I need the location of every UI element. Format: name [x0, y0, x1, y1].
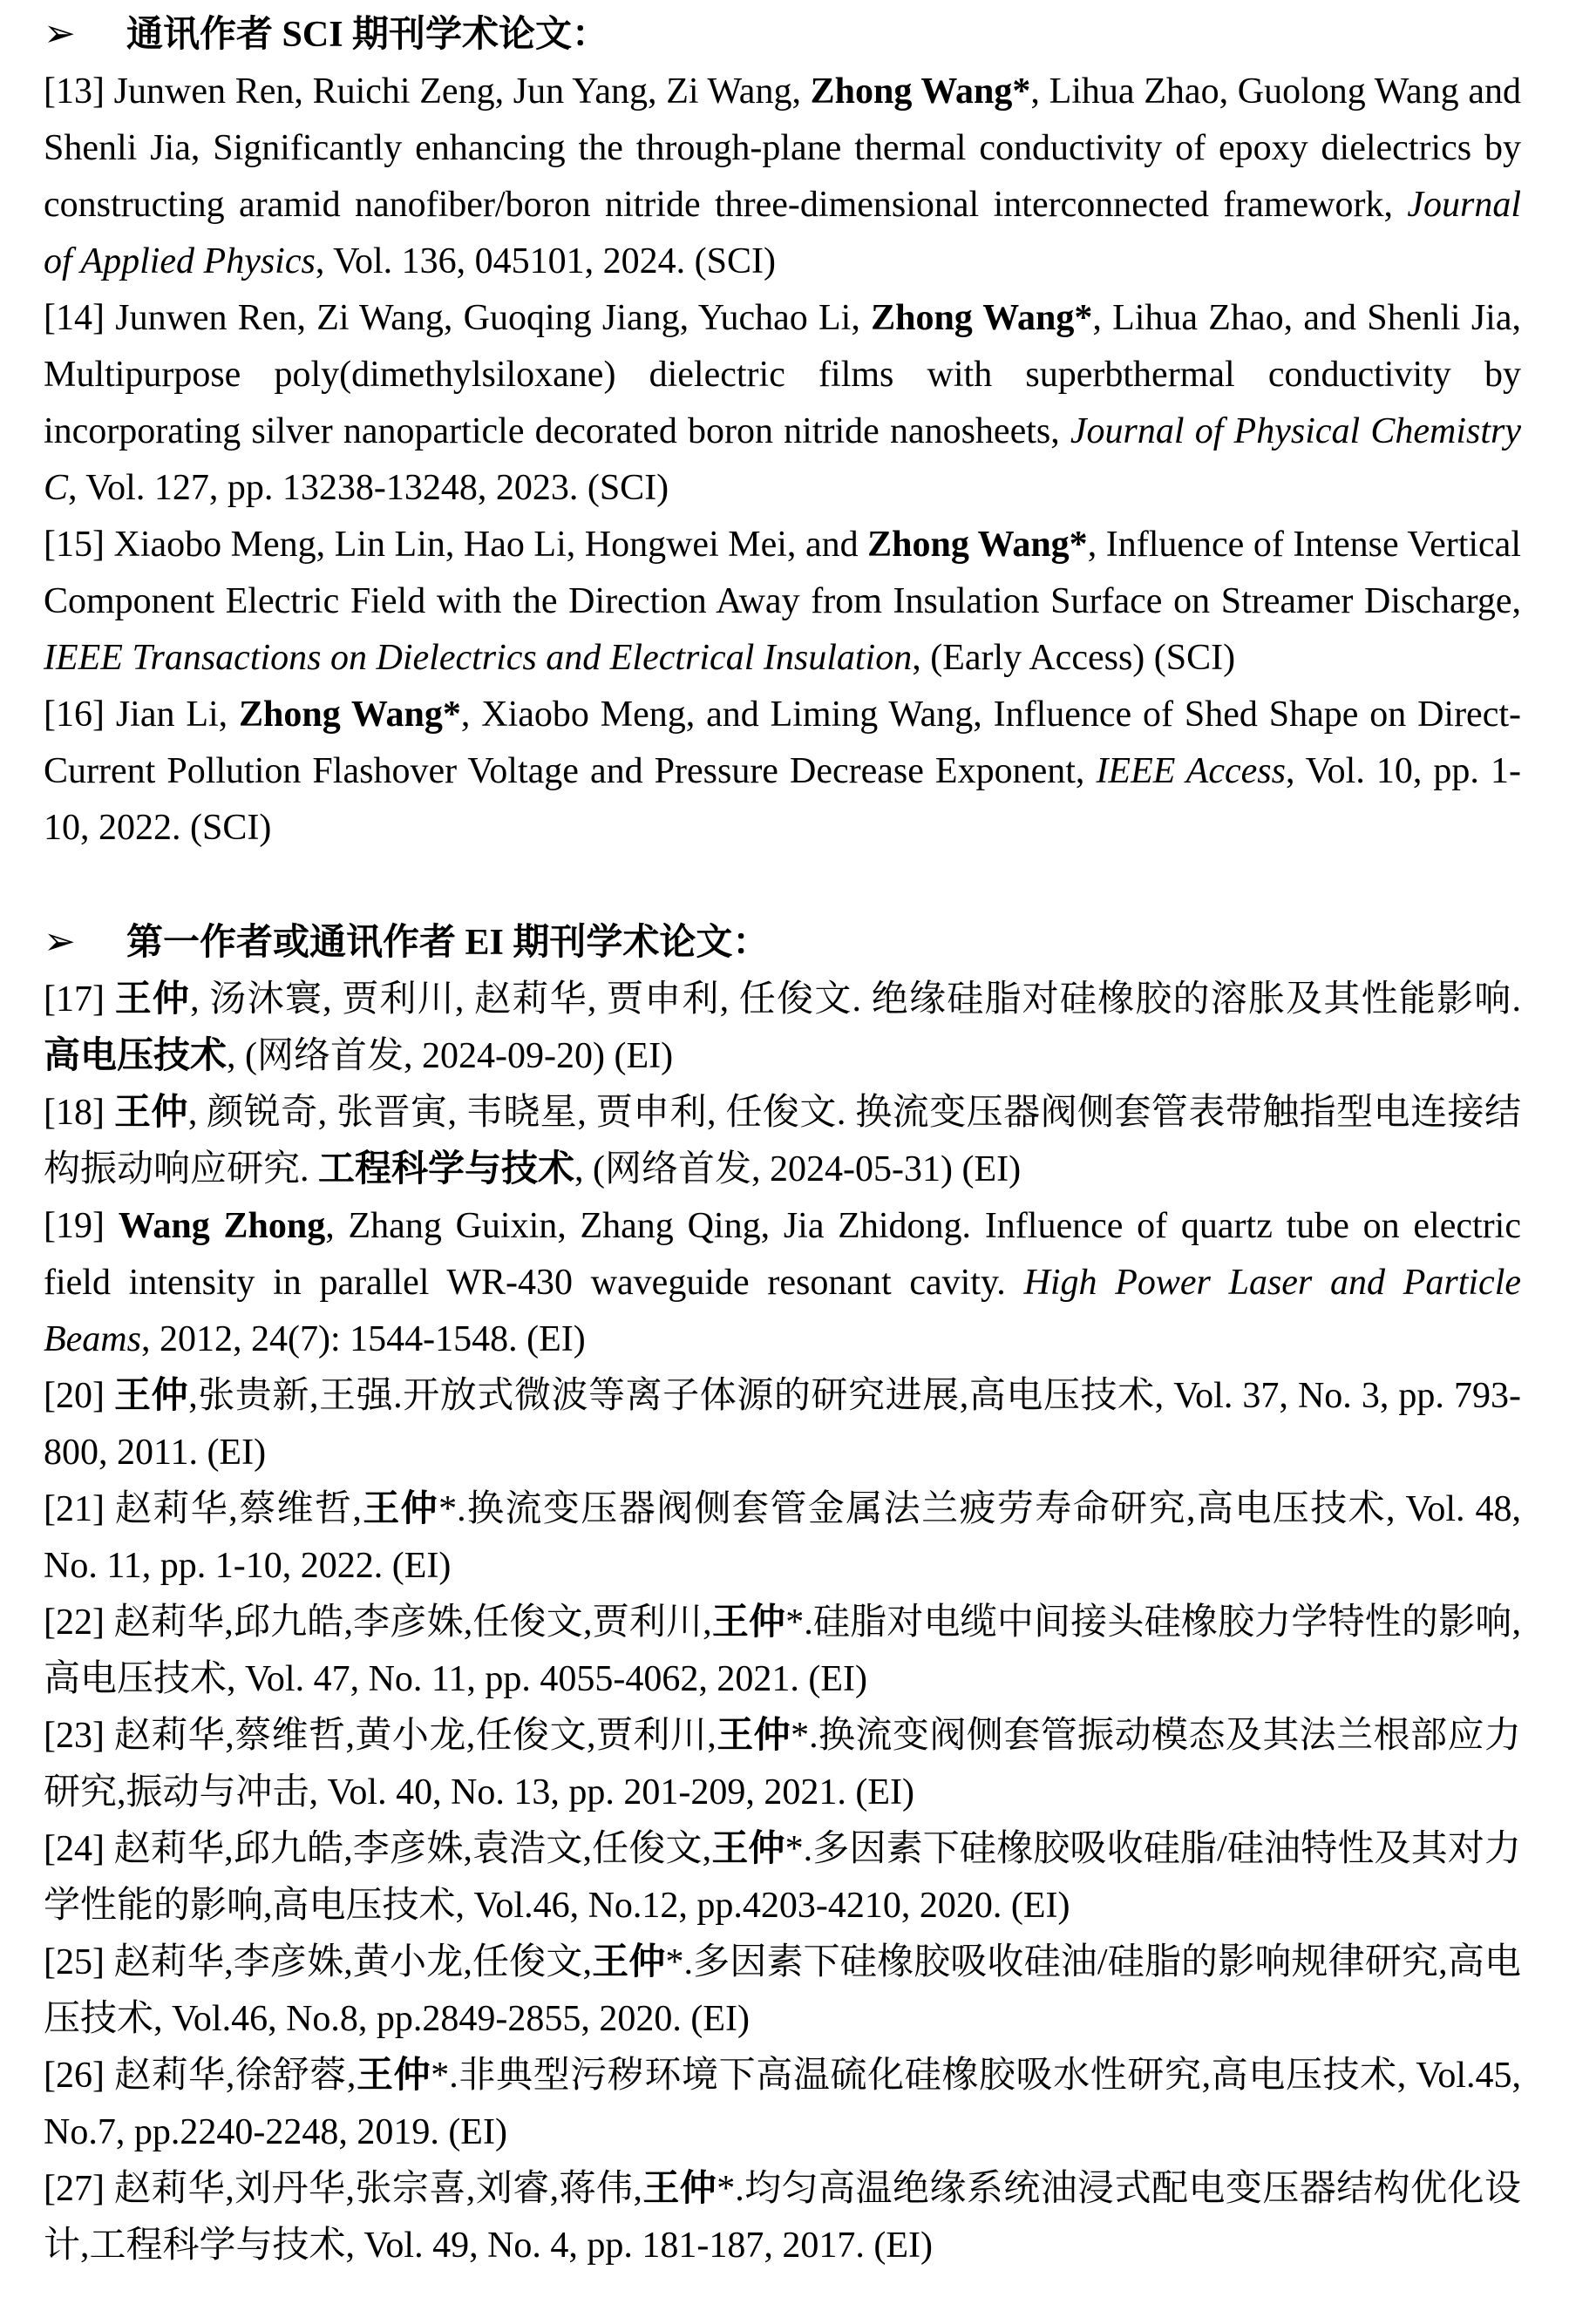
citation-text: , Vol. 136, 045101, 2024. (SCI) [315, 241, 777, 281]
author-highlight: 王仲 [361, 1489, 439, 1529]
citation-text: [26] 赵莉华,徐舒蓉, [44, 2056, 357, 2096]
author-highlight: Zhong Wang* [867, 525, 1088, 565]
author-highlight: 王仲 [113, 1093, 188, 1133]
arrow-bullet-icon: ➢ [44, 920, 76, 963]
author-highlight: 王仲 [711, 1602, 786, 1643]
citation-text: *.硅脂对电缆中间接头硅橡胶力学特性的影响,高电压技术, Vol. 47, No. 11, pp. 4055-4062, 2021. (EI) [44, 1602, 1521, 1699]
citation-text: , Vol. 127, pp. 13238-13248, 2023. (SCI) [68, 468, 669, 508]
citation-text: , Zhang Guixin, Zhang Qing, Jia Zhidong. Influence of quartz tube on electric field intensity in parallel WR-430 waveguide resonant cavity. [44, 1206, 1521, 1303]
section-heading-text: 通讯作者 SCI 期刊学术论文： [126, 15, 609, 55]
author-highlight: 王仲 [711, 1829, 785, 1869]
publication-item [44, 1368, 1521, 1481]
citation-text: [15] Xiaobo Meng, Lin Lin, Hao Li, Hongwei Mei, and [44, 525, 868, 565]
arrow-bullet-icon: ➢ [44, 12, 76, 55]
citation-text: [25] 赵莉华,李彦姝,黄小龙,任俊文, [44, 1942, 593, 1982]
citation-text: , (Early Access) (SCI) [912, 638, 1236, 678]
citation-text: [23] 赵莉华,蔡维哲,黄小龙,任俊文,贾利川, [44, 1716, 717, 1756]
publication-item [44, 1821, 1521, 1934]
section-heading-text: 第一作者或通讯作者 EI 期刊学术论文： [126, 923, 770, 963]
citation-text: , 颜锐奇, 张晋寅, 韦晓星, 贾申利, 任俊文. 换流变压器阀侧套管表带触指型电连接结构振动响应研究. [44, 1093, 1521, 1189]
publication-item [44, 1934, 1521, 2048]
citation-text: , (网络首发, 2024-09-20) (EI) [227, 1036, 674, 1076]
citation-text: [16] Jian Li, [44, 694, 240, 735]
citation-text: , Lihua Zhao, and Shenli Jia, Multipurpose poly(dimethylsiloxane) dielectric films with superbthermal conductivity by incorporating silver nanoparticle decorated boron nitride nanosheets, [44, 298, 1521, 451]
author-highlight: 王仲 [592, 1942, 666, 1982]
citation-text: [13] Junwen Ren, Ruichi Zeng, Jun Yang, Zi Wang, [44, 71, 811, 112]
citation-text: [19] [44, 1206, 119, 1246]
publication-item [44, 1481, 1521, 1595]
publication-section [44, 5, 1521, 857]
publication-item [44, 1198, 1521, 1368]
author-highlight: Wang Zhong [118, 1206, 326, 1246]
publication-item [44, 1085, 1521, 1198]
citation-text: [14] Junwen Ren, Zi Wang, Guoqing Jiang, Yuchao Li, [44, 298, 872, 338]
citation-text: *.多因素下硅橡胶吸收硅脂/硅油特性及其对力学性能的影响,高电压技术, Vol.46, No.12, pp.4203-4210, 2020. (EI) [44, 1829, 1521, 1926]
publication-list [44, 5, 1521, 2274]
section-heading [44, 913, 1521, 972]
author-highlight: 王仲 [642, 2169, 717, 2209]
citation-text: [17] [44, 979, 115, 1020]
citation-text: [18] [44, 1093, 114, 1133]
citation-text: , 汤沐寰, 贾利川, 赵莉华, 贾申利, 任俊文. 绝缘硅脂对硅橡胶的溶胀及其性能影响. [190, 979, 1521, 1020]
citation-text: [20] [44, 1376, 115, 1416]
citation-text: [22] 赵莉华,邱九皓,李彦姝,任俊文,贾利川, [44, 1602, 712, 1643]
citation-text: , Lihua Zhao, Guolong Wang and Shenli Jia, Significantly enhancing the through-plane thermal conductivity of epoxy dielectrics by constructing aramid nanofiber/boron nitride three-dimensional interconnected framework, [44, 71, 1521, 225]
section-heading [44, 5, 1521, 64]
journal-name: High Power Laser and Particle Beams [44, 1263, 1522, 1359]
author-highlight: 高电压技术 [44, 1036, 228, 1076]
citation-text: *.均匀高温绝缘系统油浸式配电变压器结构优化设计,工程科学与技术, Vol. 49, No. 4, pp. 181-187, 2017. (EI) [44, 2169, 1521, 2266]
publication-item [44, 2161, 1521, 2274]
citation-text: *.换流变阀侧套管振动模态及其法兰根部应力研究,振动与冲击, Vol. 40, No. 13, pp. 201-209, 2021. (EI) [44, 1716, 1521, 1812]
publication-item [44, 1708, 1521, 1821]
author-highlight: 王仲 [716, 1716, 791, 1756]
journal-name: IEEE Access [1096, 751, 1286, 791]
citation-text: *.换流变压器阀侧套管金属法兰疲劳寿命研究,高电压技术, Vol. 48, No. 11, pp. 1-10, 2022. (EI) [44, 1489, 1521, 1586]
publication-section [44, 913, 1521, 2274]
publication-item [44, 290, 1521, 517]
author-highlight: Zhong Wang* [871, 298, 1093, 338]
journal-name: Journal of Physical Chemistry C [44, 411, 1521, 508]
citation-text: [27] 赵莉华,刘丹华,张宗喜,刘睿,蒋伟, [44, 2169, 642, 2209]
publication-item [44, 517, 1521, 687]
citation-text: ,张贵新,王强.开放式微波等离子体源的研究进展,高电压技术, Vol. 37, No. 3, pp. 793-800, 2011. (EI) [44, 1376, 1521, 1473]
publication-item [44, 2048, 1521, 2161]
publication-item [44, 687, 1521, 857]
publication-item [44, 1595, 1521, 1708]
citation-text: *.多因素下硅橡胶吸收硅油/硅脂的影响规律研究,高电压技术, Vol.46, No.8, pp.2849-2855, 2020. (EI) [44, 1942, 1521, 2039]
author-highlight: Zhong Wang* [810, 71, 1031, 112]
author-highlight: 王仲 [356, 2056, 431, 2096]
author-highlight: Zhong Wang* [239, 694, 461, 735]
author-highlight: 王仲 [114, 979, 191, 1020]
citation-text: , Vol. 10, pp. 1-10, 2022. (SCI) [44, 751, 1521, 848]
citation-text: , Xiaobo Meng, and Liming Wang, Influence of Shed Shape on Direct-Current Pollution Flashover Voltage and Pressure Decrease Exponent, [44, 694, 1521, 791]
publication-item [44, 972, 1521, 1085]
journal-name: IEEE Transactions on Dielectrics and Electrical Insulation [44, 638, 913, 678]
author-highlight: 工程科学与技术 [318, 1149, 575, 1189]
citation-text: [24] 赵莉华,邱九皓,李彦姝,袁浩文,任俊文, [44, 1829, 712, 1869]
journal-name: Journal of Applied Physics [44, 185, 1521, 281]
citation-text: , Influence of Intense Vertical Component Electric Field with the Direction Away from Insulation Surface on Streamer Discharge, [44, 525, 1521, 621]
citation-text: , (网络首发, 2024-05-31) (EI) [574, 1149, 1022, 1189]
citation-text: *.非典型污秽环境下高温硫化硅橡胶吸水性研究,高电压技术, Vol.45, No.7, pp.2240-2248, 2019. (EI) [44, 2056, 1521, 2152]
author-highlight: 王仲 [114, 1376, 189, 1416]
citation-text: [21] 赵莉华,蔡维哲, [44, 1489, 362, 1529]
publication-item [44, 64, 1521, 290]
citation-text: , 2012, 24(7): 1544-1548. (EI) [140, 1319, 586, 1359]
